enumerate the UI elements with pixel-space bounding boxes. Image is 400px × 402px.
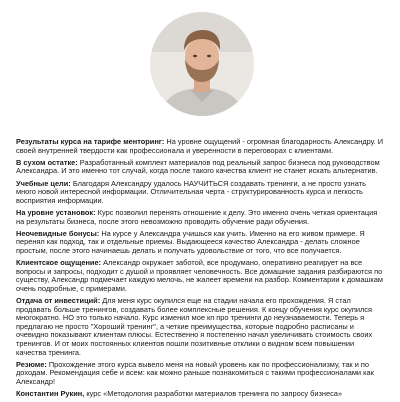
review-paragraph — [16, 159, 386, 176]
author-name: Константин Рукин, — [16, 389, 85, 399]
review-paragraph — [16, 361, 386, 387]
paragraph-heading: Резюме: — [16, 359, 47, 369]
paragraph-body: Разработанный комплект материалов под реальный запрос бизнеса под руководством Александра. И это именно тот случай, когда после такого качества клиент не станет искать альтернатив. — [16, 157, 380, 176]
paragraph-body: Александр окружает заботой, все продумано, оперативно реагирует на все вопросы и запросы, подходит с душой и проявляет человечность. Все домашние задания разбираются по существу, Александр подмечает каждую мелочь, не жалеет времени на разбор. Комментарии к домашкам очень подробные, с примерами. — [16, 258, 383, 293]
review-paragraph — [16, 230, 386, 256]
review-paragraph — [16, 180, 386, 206]
review-signature — [16, 390, 386, 399]
paragraph-heading: Неочевидные бонусы: — [16, 228, 100, 238]
review-paragraph — [16, 297, 386, 357]
paragraph-body: Курс позволил перенять отношение к делу. Это именно очень четкая ориентация на результаты бизнеса, после этого невозможно проводить обучение ради обучения. — [16, 207, 378, 226]
review-paragraph — [16, 259, 386, 293]
paragraph-body: На уровне ощущений - огромная благодарность Александру. И своей внутренней твердости как профессионала и уверенности в переговорах с клиентами. — [16, 137, 384, 155]
paragraph-heading: В сухом остатке: — [16, 157, 78, 167]
paragraph-heading: Отдача от инвестиций: — [16, 296, 101, 306]
review-text — [16, 138, 386, 402]
paragraph-heading: Клиентское ощущение: — [16, 258, 102, 268]
portrait-photo-icon — [150, 12, 254, 116]
paragraph-body: На курсе у Александра учишься как учить. Именно на его живом примере. Я перенял как подход, так и отдельные приемы. Выдающееся качество Александра - делать сложное простым, после этого начинаешь делать и получать удовольствие от того, что все получается. — [16, 228, 365, 255]
review-paragraph — [16, 138, 386, 155]
paragraph-body: Благодаря Александру удалось НАУЧИТЬСЯ создавать тренинги, а не просто узнать много новой интересной информации. Отличительная черта - структурированность курса и легкость восприятия информации. — [16, 178, 366, 205]
review-paragraph — [16, 209, 386, 226]
paragraph-heading: На уровне установок: — [16, 207, 96, 217]
paragraph-body: Прохождение этого курса вывело меня на новый уровень как по профессионализму, так и по доходам. Рекомендация себе и всем: как можно раньше познакомиться с такими профессионалами как Александр! — [16, 359, 374, 386]
paragraph-heading: Учебные цели: — [16, 178, 71, 188]
reviewer-photo — [150, 12, 254, 116]
author-course: курс «Методология разработки материалов тренинга по запросу бизнеса» — [86, 389, 343, 399]
paragraph-body: Для меня курс окупился еще на стадии начала его прохождения. Я стал продавать больше тренингов, создавать более комплексные решения. К концу обучения курс окупился многократно. НО это только начало. Курс изменил мое кп про тренинги до неузнаваемости. Теперь я предлагаю не просто "Хороший тренинг", а четкие преимущества, которые подробно расписаны и очевидно показывают клиентам плюсы. Естественно я постепенно начал увеличивать стоимость своих тренингов. И от моих постоянных клиентов пошли позитивные отклики о видном всем повышении качества тренинга. — [16, 296, 373, 357]
paragraph-heading: Результаты курса на тарифе менторинг: — [16, 137, 165, 146]
